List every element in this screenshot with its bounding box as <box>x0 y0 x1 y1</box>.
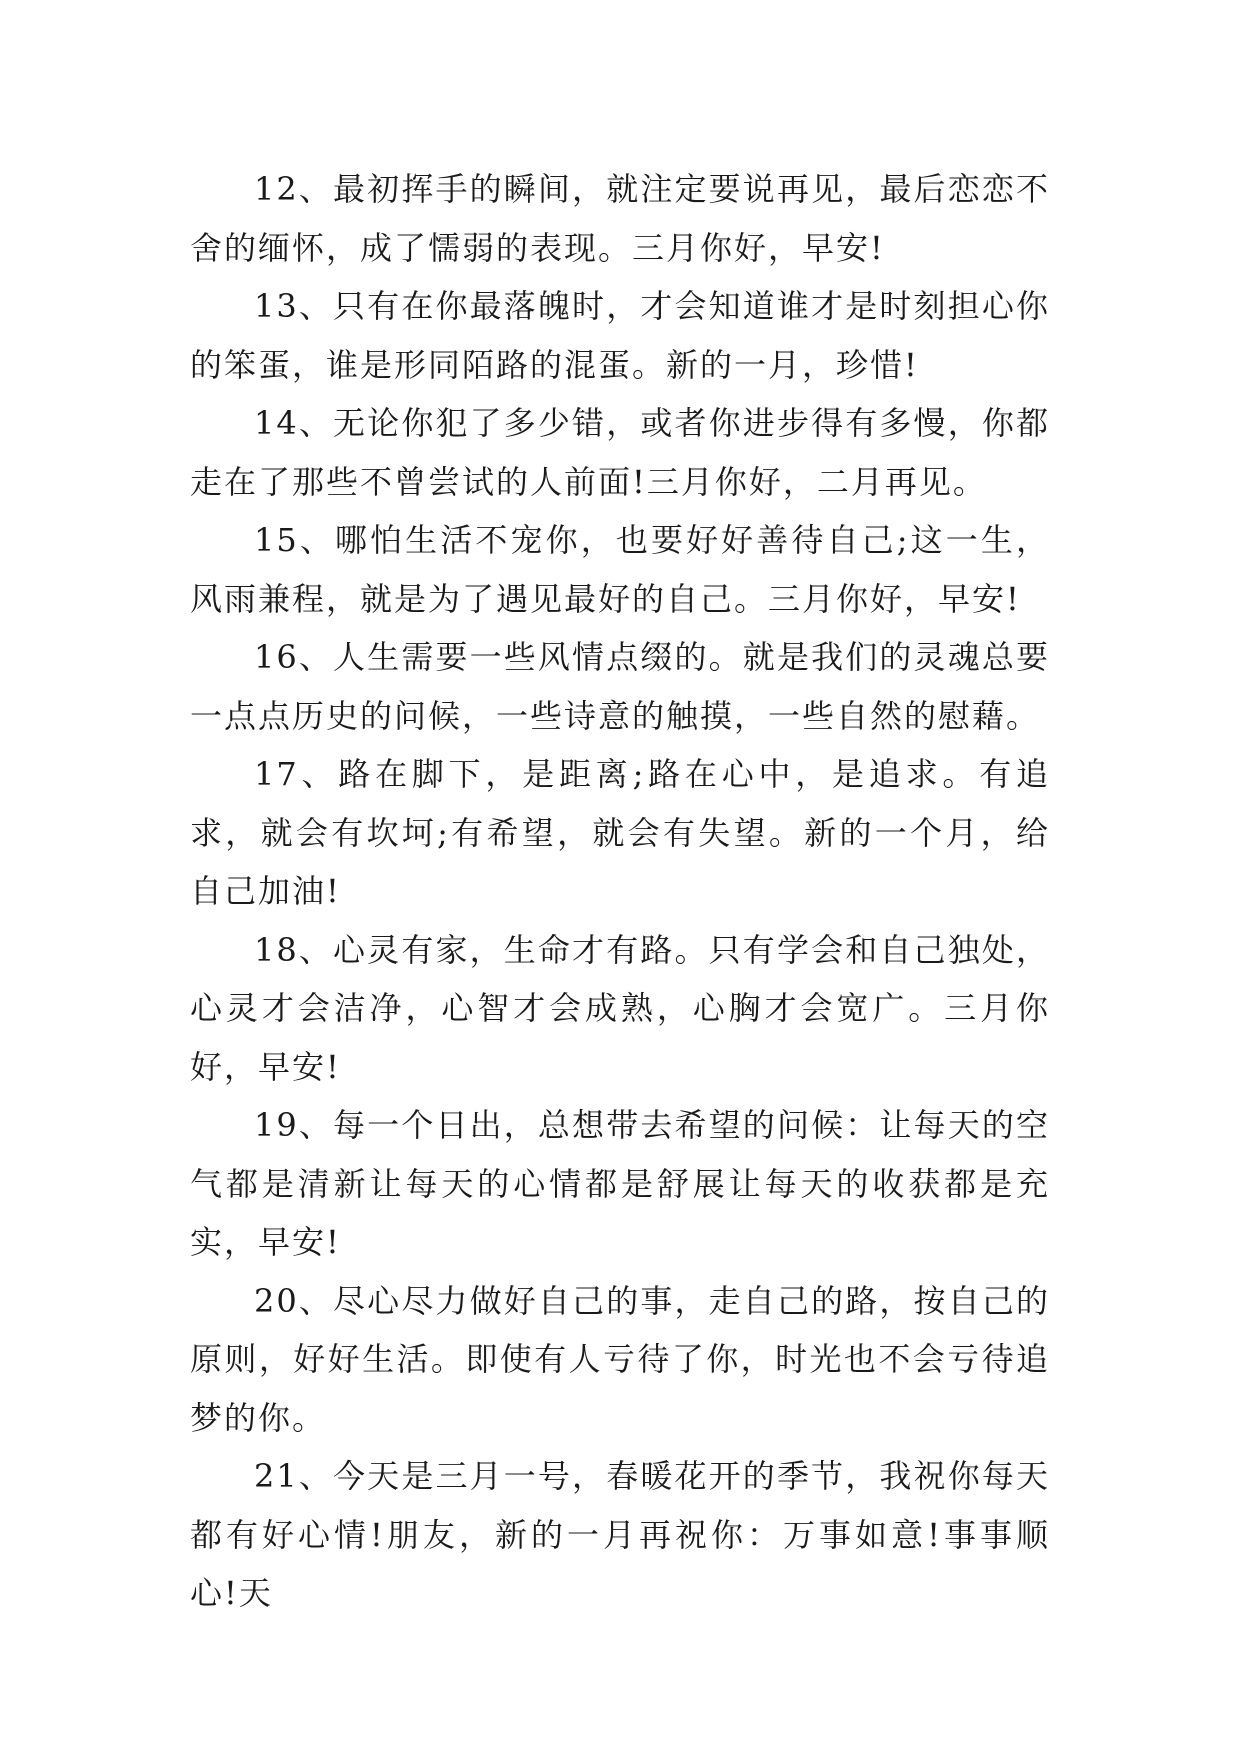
document-body <box>190 160 1050 1623</box>
paragraph-14: 14、无论你犯了多少错，或者你进步得有多慢，你都走在了那些不曾尝试的人前面!三月你好，二月再见。 <box>190 404 1050 501</box>
paragraph-12: 12、最初挥手的瞬间，就注定要说再见，最后恋恋不舍的缅怀，成了懦弱的表现。三月你好，早安! <box>190 170 1050 267</box>
paragraph-18: 18、心灵有家，生命才有路。只有学会和自己独处，心灵才会洁净，心智才会成熟，心胸才会宽广。三月你好，早安! <box>190 930 1050 1086</box>
paragraph-21: 21、今天是三月一号，春暖花开的季节，我祝你每天都有好心情!朋友，新的一月再祝你：万事如意!事事顺心!天 <box>190 1457 1050 1612</box>
paragraph-20: 20、尽心尽力做好自己的事，走自己的路，按自己的原则，好好生活。即使有人亏待了你，时光也不会亏待追梦的你。 <box>190 1281 1050 1437</box>
paragraph-17: 17、路在脚下，是距离;路在心中，是追求。有追求，就会有坎坷;有希望，就会有失望。新的一个月，给自己加油! <box>190 755 1050 910</box>
paragraph-15: 15、哪怕生活不宠你，也要好好善待自己;这一生，风雨兼程，就是为了遇见最好的自己。三月你好，早安! <box>190 521 1050 618</box>
paragraph-13: 13、只有在你最落魄时，才会知道谁才是时刻担心你的笨蛋，谁是形同陌路的混蛋。新的一月，珍惜! <box>190 287 1050 384</box>
paragraph-19: 19、每一个日出，总想带去希望的问候：让每天的空气都是清新让每天的心情都是舒展让每天的收获都是充实，早安! <box>190 1106 1050 1261</box>
paragraph-16: 16、人生需要一些风情点缀的。就是我们的灵魂总要一点点历史的问候，一些诗意的触摸，一些自然的慰藉。 <box>190 638 1050 735</box>
